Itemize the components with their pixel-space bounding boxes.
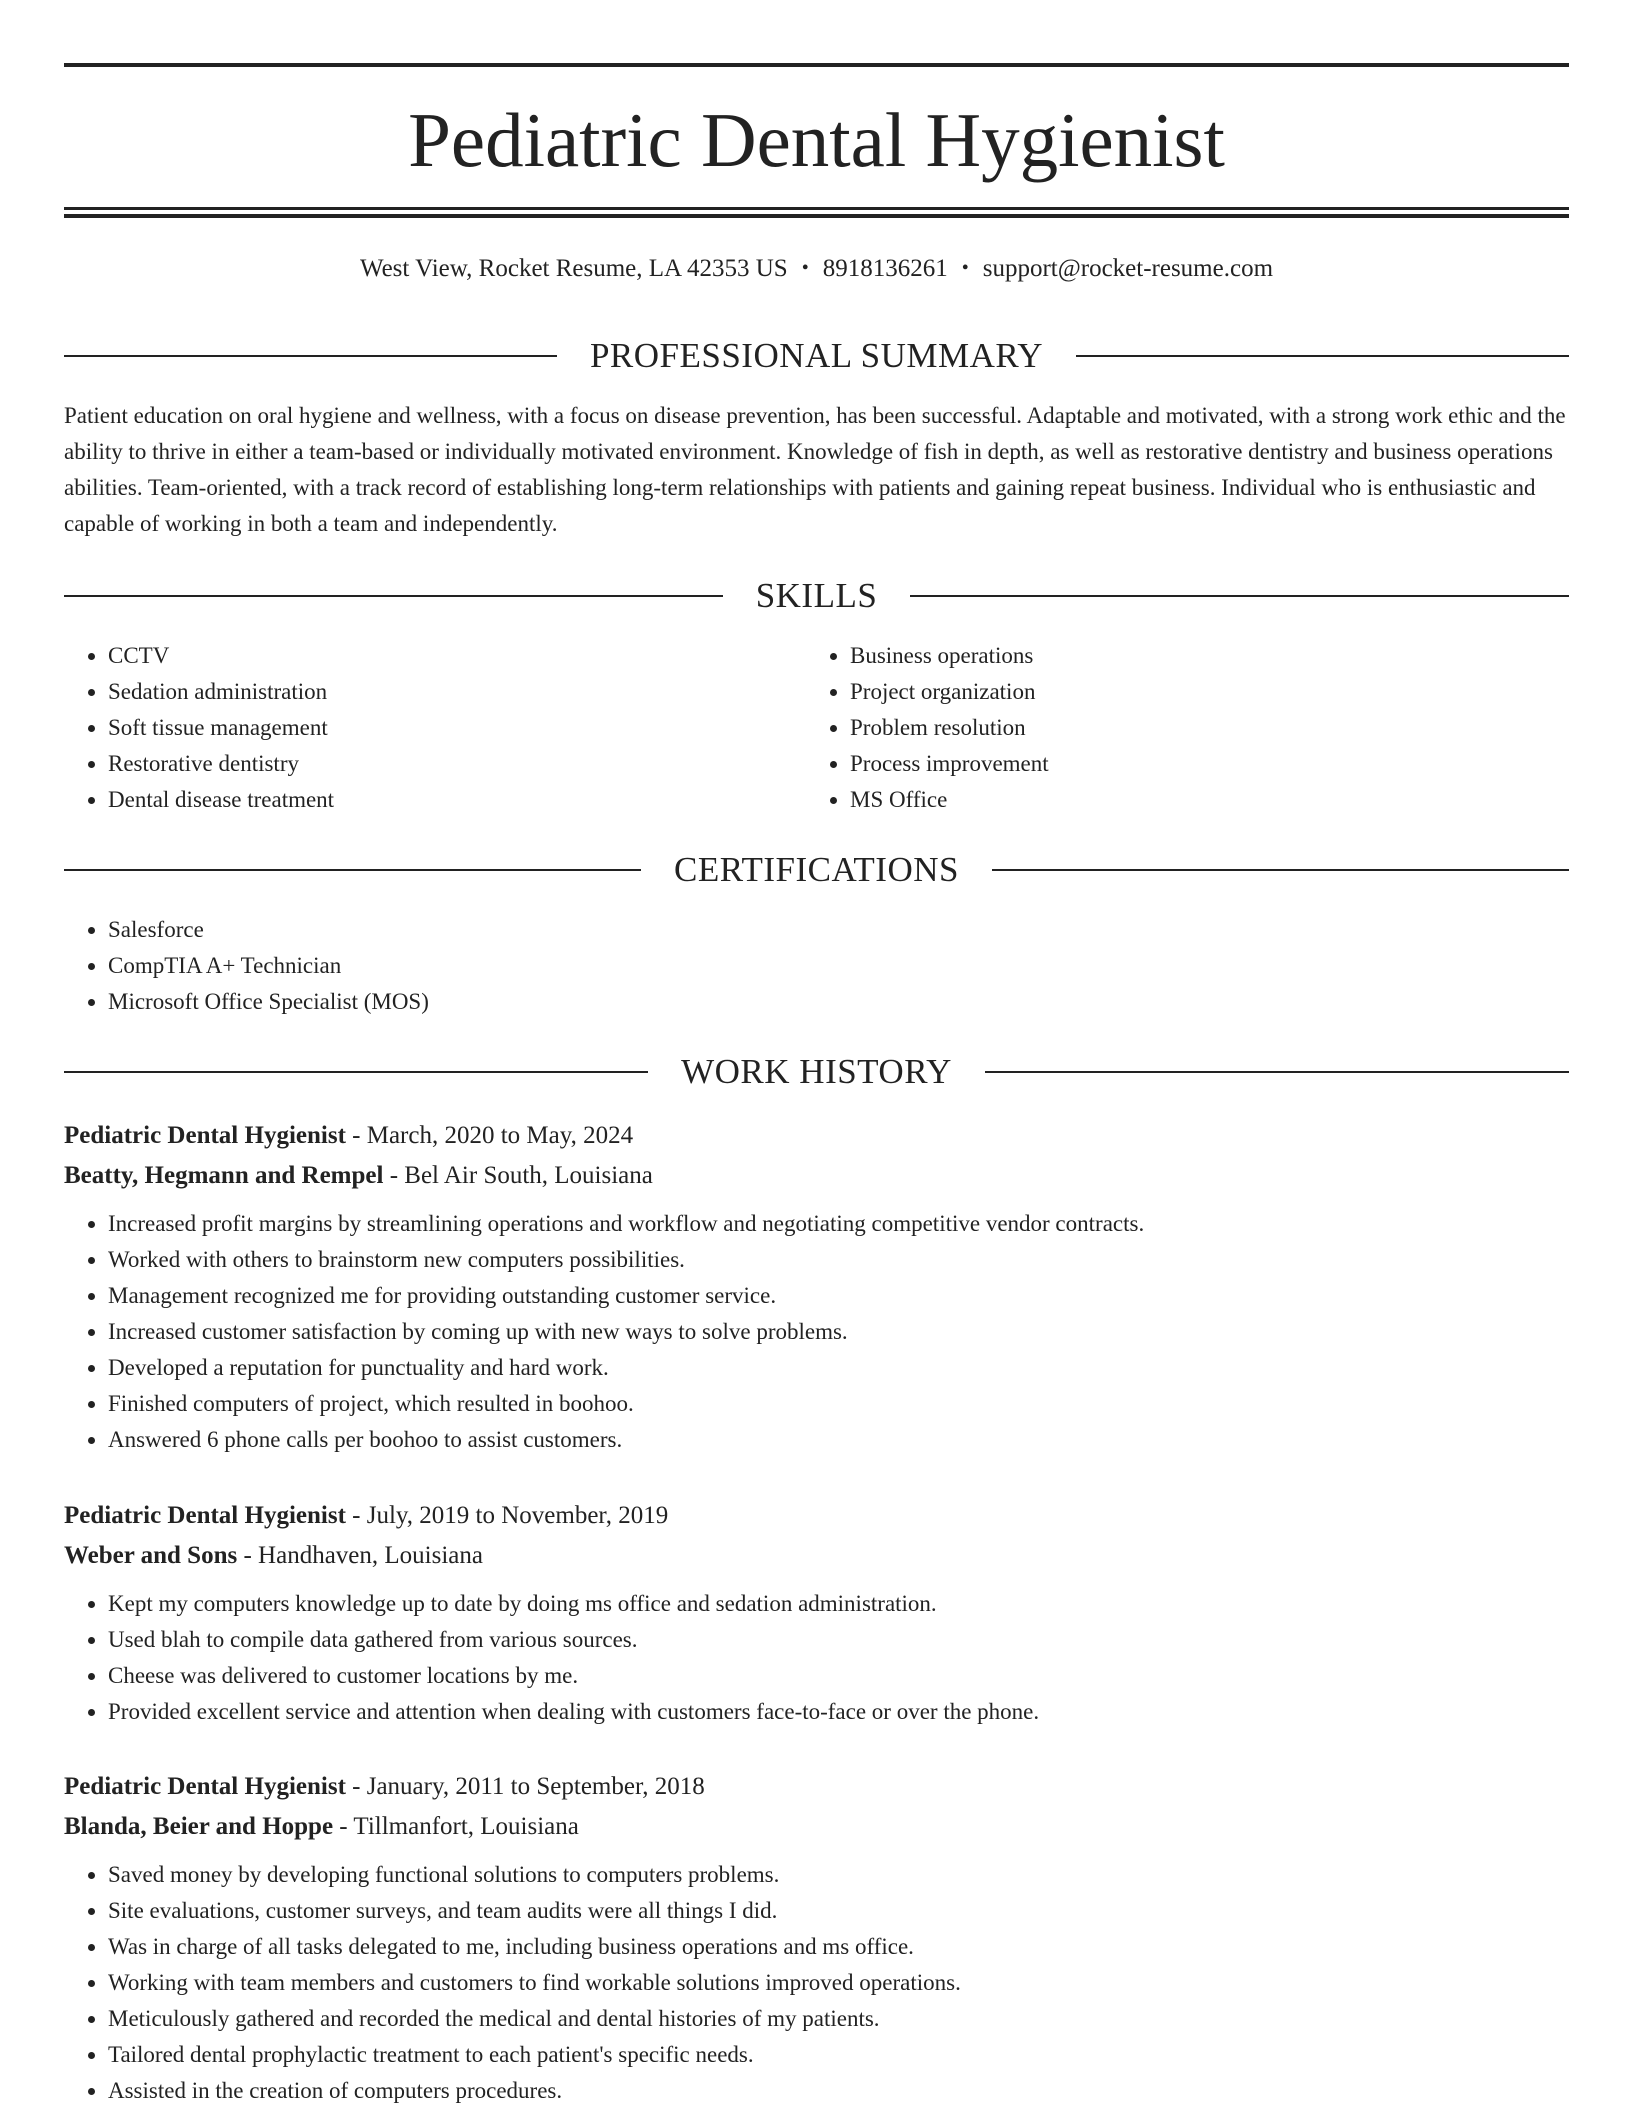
skill-item: • CCTV: [108, 638, 804, 674]
header-top-rule: [64, 63, 1569, 67]
job-duties-list: [64, 1206, 1569, 1458]
section-header-summary: [64, 336, 1569, 376]
skill-item: • Process improvement: [850, 746, 1566, 782]
certifications-list: [64, 912, 429, 1020]
contact-address: West View, Rocket Resume, LA 42353 US: [359, 255, 788, 282]
contact-phone: 8918136261: [822, 255, 948, 282]
skill-item: • Problem resolution: [850, 710, 1566, 746]
job-entry: [64, 1496, 1569, 1730]
job-title-line: [64, 1496, 1569, 1536]
section-rule-right: [1076, 355, 1569, 357]
job-title: Pediatric Dental Hygienist: [64, 1502, 346, 1529]
job-duty-item: • Site evaluations, customer surveys, and team audits were all things I did.: [108, 1893, 1569, 1929]
certification-item: • Microsoft Office Specialist (MOS): [108, 984, 429, 1020]
skills-column-right: [806, 638, 1566, 818]
contact-line: [64, 252, 1569, 287]
job-title-line: [64, 1767, 1569, 1807]
job-duty-item: • Increased customer satisfaction by coming up with new ways to solve problems.: [108, 1314, 1569, 1350]
skill-item: • Dental disease treatment: [108, 782, 804, 818]
job-duty-item: • Cheese was delivered to customer locations by me.: [108, 1658, 1569, 1694]
job-entry: [64, 1767, 1569, 2109]
candidate-name: Pediatric Dental Hygienist: [408, 97, 1225, 183]
section-rule-left: [64, 1071, 648, 1073]
job-company-line: [64, 1156, 1569, 1196]
job-location: - Handhaven, Louisiana: [237, 1542, 483, 1569]
job-company-line: [64, 1536, 1569, 1576]
job-company-line: [64, 1807, 1569, 1847]
job-dates: - March, 2020 to May, 2024: [345, 1122, 634, 1149]
job-company: Blanda, Beier and Hoppe: [64, 1813, 334, 1840]
skill-item: • MS Office: [850, 782, 1566, 818]
section-title-certifications: CERTIFICATIONS: [674, 850, 959, 889]
job-duty-item: • Increased profit margins by streamlining operations and workflow and negotiating competitive vendor contracts.: [108, 1206, 1569, 1242]
job-duty-item: • Working with team members and customers to find workable solutions improved operations.: [108, 1965, 1569, 2001]
section-rule-right: [985, 1071, 1569, 1073]
section-title-skills: SKILLS: [755, 576, 878, 615]
job-duty-item: • Provided excellent service and attention when dealing with customers face-to-face or over the phone.: [108, 1694, 1569, 1730]
job-duty-item: • Was in charge of all tasks delegated to me, including business operations and ms office.: [108, 1929, 1569, 1965]
job-duty-item: • Used blah to compile data gathered from various sources.: [108, 1622, 1569, 1658]
job-duty-item: • Meticulously gathered and recorded the medical and dental histories of my patients.: [108, 2001, 1569, 2037]
job-duty-item: • Tailored dental prophylactic treatment to each patient's specific needs.: [108, 2037, 1569, 2073]
job-duty-item: • Management recognized me for providing outstanding customer service.: [108, 1278, 1569, 1314]
job-company: Beatty, Hegmann and Rempel: [64, 1162, 384, 1189]
job-title: Pediatric Dental Hygienist: [64, 1122, 346, 1149]
certification-item: • Salesforce: [108, 912, 429, 948]
job-duty-item: • Finished computers of project, which resulted in boohoo.: [108, 1386, 1569, 1422]
section-title-summary: PROFESSIONAL SUMMARY: [589, 336, 1044, 375]
job-entry: [64, 1116, 1569, 1458]
job-duties-list: [64, 1857, 1569, 2109]
job-location: - Bel Air South, Louisiana: [383, 1162, 653, 1189]
skill-item: • Sedation administration: [108, 674, 804, 710]
skills-column-left: [64, 638, 804, 818]
job-company: Weber and Sons: [64, 1542, 238, 1569]
skills-list-right: [806, 638, 1566, 818]
skill-item: • Restorative dentistry: [108, 746, 804, 782]
skill-item: • Soft tissue management: [108, 710, 804, 746]
certifications-block: [64, 912, 429, 1020]
job-location: - Tillmanfort, Louisiana: [333, 1813, 579, 1840]
job-title: Pediatric Dental Hygienist: [64, 1773, 346, 1800]
section-header-skills: [64, 576, 1569, 616]
contact-email: support@rocket-resume.com: [982, 255, 1274, 282]
section-rule-left: [64, 355, 557, 357]
section-title-work-history: WORK HISTORY: [681, 1052, 952, 1091]
job-duty-item: • Worked with others to brainstorm new computers possibilities.: [108, 1242, 1569, 1278]
job-dates: - July, 2019 to November, 2019: [345, 1502, 669, 1529]
job-duties-list: [64, 1586, 1569, 1730]
skill-item: • Business operations: [850, 638, 1566, 674]
skill-item: • Project organization: [850, 674, 1566, 710]
section-rule-left: [64, 595, 723, 597]
section-header-certifications: [64, 850, 1569, 890]
section-rule-right: [910, 595, 1569, 597]
job-duty-item: • Saved money by developing functional solutions to computers problems.: [108, 1857, 1569, 1893]
contact-separator: •: [961, 257, 969, 279]
certification-item: • CompTIA A+ Technician: [108, 948, 429, 984]
section-rule-right: [992, 869, 1569, 871]
job-title-line: [64, 1116, 1569, 1156]
job-dates: - January, 2011 to September, 2018: [345, 1773, 705, 1800]
contact-separator: •: [801, 257, 809, 279]
job-duty-item: • Assisted in the creation of computers procedures.: [108, 2073, 1569, 2109]
summary-text: Patient education on oral hygiene and wellness, with a focus on disease prevention, has been successful. Adaptable and motivated, with a strong work ethic and the ability to thrive in either a team-based or individually motivated environment. Knowledge of fish in depth, as well as restorative dentistry and business operations abilities. Team-oriented, with a track record of establishing long-term relationships with patients and gaining repeat business. Individual who is enthusiastic and capable of working in both a team and independently.: [64, 403, 1566, 536]
skills-list-left: [64, 638, 804, 818]
job-duty-item: • Developed a reputation for punctuality and hard work.: [108, 1350, 1569, 1386]
section-rule-left: [64, 869, 641, 871]
job-duty-item: • Answered 6 phone calls per boohoo to assist customers.: [108, 1422, 1569, 1458]
header-double-rule: [64, 207, 1569, 218]
section-header-work-history: [64, 1052, 1569, 1092]
job-duty-item: • Kept my computers knowledge up to date by doing ms office and sedation administration.: [108, 1586, 1569, 1622]
